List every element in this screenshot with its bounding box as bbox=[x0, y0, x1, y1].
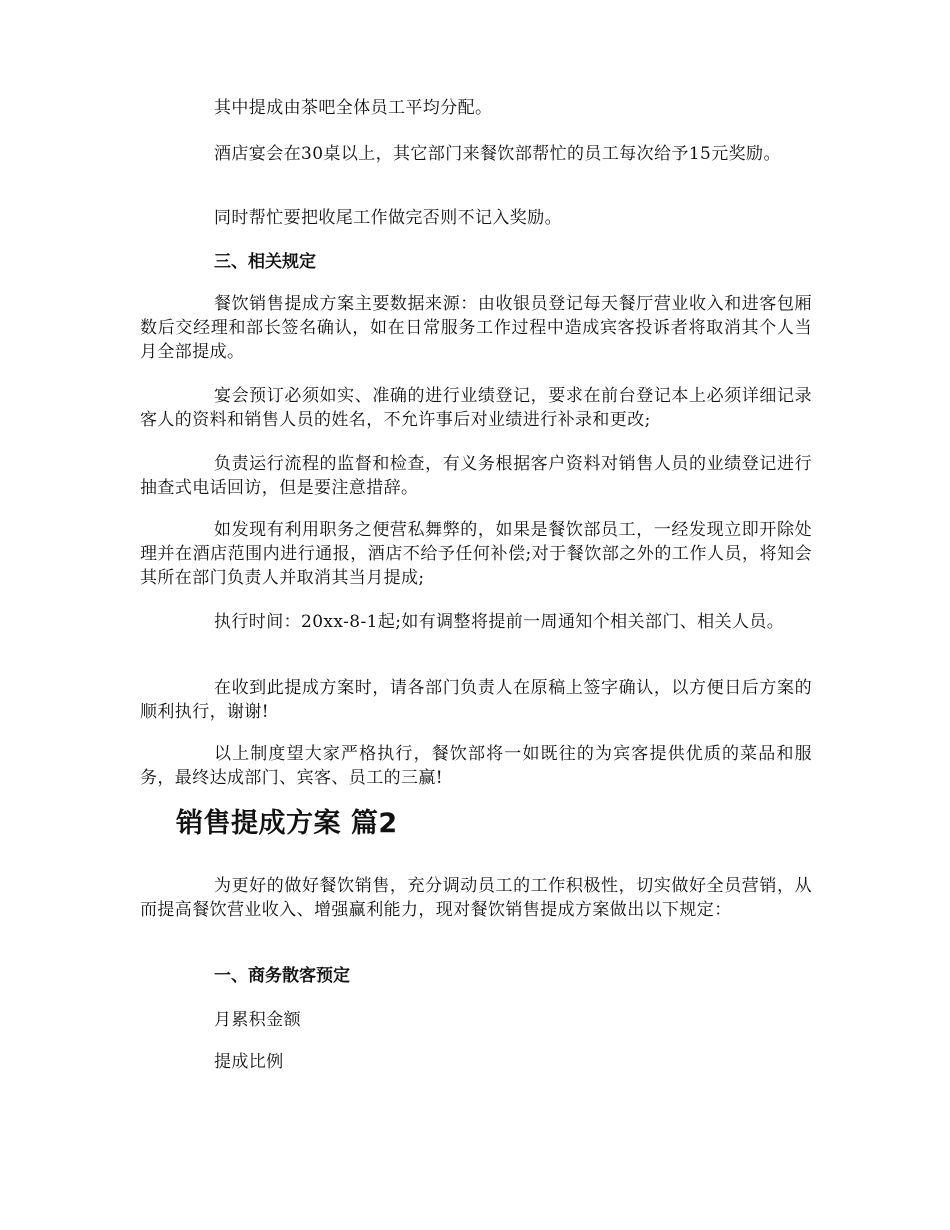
paragraph-banquet-reward: 酒店宴会在30桌以上，其它部门来餐饮部帮忙的员工每次给予15元奖励。 bbox=[214, 144, 781, 164]
paragraph-misconduct: 如发现有利用职务之便营私舞弊的，如果是餐饮部员工，一经发现立即开除处理并在酒店范围内进行通报，酒店不给予任何补偿;对于餐饮部之外的工作人员，将知会其所在部门负责人并取消其当月提成; bbox=[140, 520, 812, 588]
paragraph-effective-date: 执行时间：20xx-8-1起;如有调整将提前一周通知个相关部门、相关人员。 bbox=[214, 612, 785, 632]
paragraph-data-source: 餐饮销售提成方案主要数据来源：由收银员登记每天餐厅营业收入和进客包厢数后交经理和部长签名确认，如在日常服务工作过程中造成宾客投诉者将取消其个人当月全部提成。 bbox=[140, 294, 812, 362]
paragraph-cleanup-rule: 同时帮忙要把收尾工作做完否则不记入奖励。 bbox=[214, 208, 562, 228]
paragraph-intro: 为更好的做好餐饮销售，充分调动员工的工作积极性，切实做好全员营销，从而提高餐饮营业收入、增强赢利能力，现对餐饮销售提成方案做出以下规定： bbox=[140, 876, 812, 920]
section-heading-related-rules: 三、相关规定 bbox=[214, 252, 316, 272]
line-monthly-amount: 月累积金额 bbox=[214, 1010, 301, 1030]
section-heading-business-booking: 一、商务散客预定 bbox=[214, 966, 350, 986]
line-commission-ratio: 提成比例 bbox=[214, 1052, 284, 1072]
paragraph-conclusion: 以上制度望大家严格执行，餐饮部将一如既往的为宾客提供优质的菜品和服务，最终达成部门、宾客、员工的三赢! bbox=[140, 744, 812, 788]
paragraph-banquet-booking: 宴会预订必须如实、准确的进行业绩登记，要求在前台登记本上必须详细记录客人的资料和销售人员的姓名，不允许事后对业绩进行补录和更改; bbox=[140, 386, 812, 430]
paragraph-signature-confirmation: 在收到此提成方案时，请各部门负责人在原稿上签字确认，以方便日后方案的顺利执行，谢谢! bbox=[140, 678, 812, 722]
section-title-plan-2: 销售提成方案 篇2 bbox=[176, 808, 398, 839]
paragraph-tea-bar-distribution: 其中提成由茶吧全体员工平均分配。 bbox=[214, 98, 493, 118]
paragraph-supervision: 负责运行流程的监督和检查，有义务根据客户资料对销售人员的业绩登记进行抽查式电话回访，但是要注意措辞。 bbox=[140, 454, 812, 498]
